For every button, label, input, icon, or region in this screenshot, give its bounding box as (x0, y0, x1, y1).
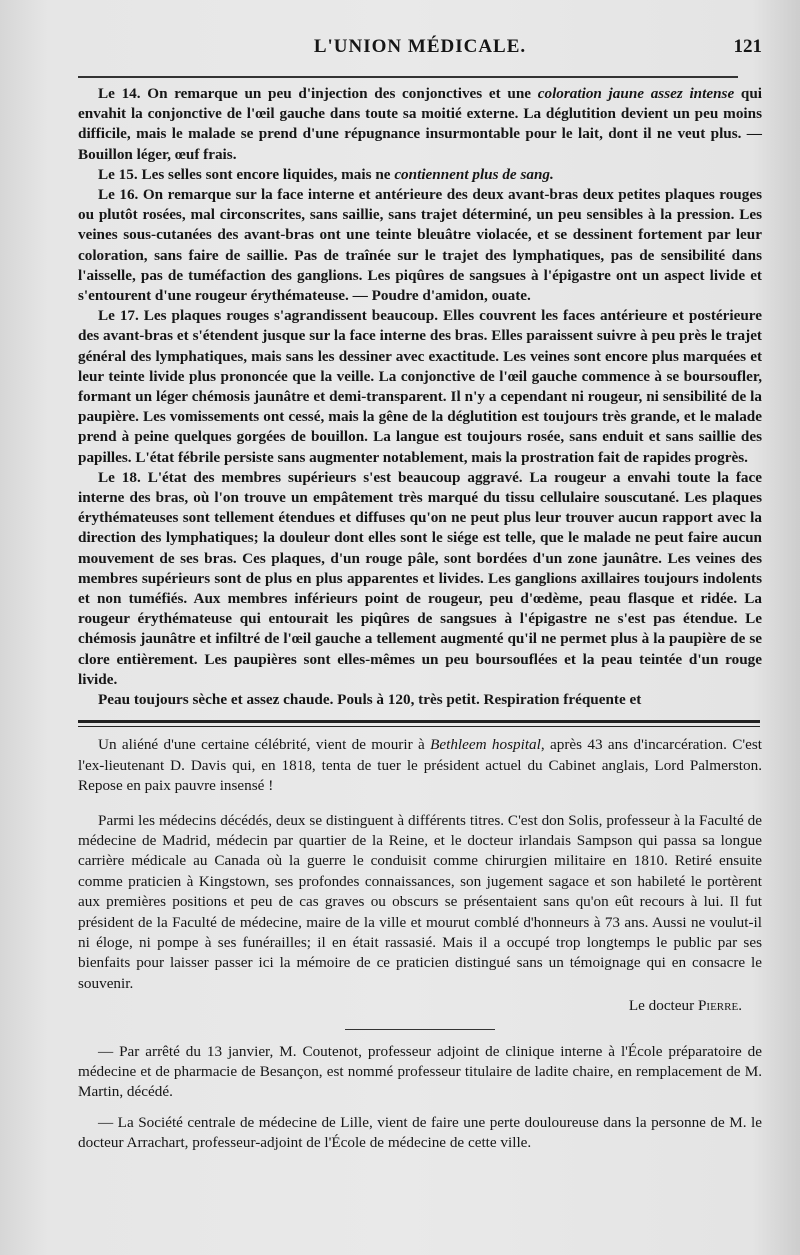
paragraph-text: Les plaques rouges s'agrandissent beaucoup. Elles couvrent les faces antérieure et postérieure des avant-bras et s'étendent jusque sur la face interne des bras. Elles paraissent suivre à peu près le trajet général des lymphatiques, mais sans les dessiner avec exactitude. Les veines sont encore plus marquées et leur teinte livide plus prononcée que la veille. La conjonctive de l'œil gauche commence à se boursoufler, formant un léger chémosis jaunâtre et demi-transparent. Il n'y a cependant ni rougeur, ni sensibilité de la paupière. Les vomissements ont cessé, mais la gêne de la déglutition est toujours très grande, et le malade prend à peine quelques gorgées de bouillon. La langue est toujours rosée, sans enduit et sans saillie des papilles. L'état fébrile persiste sans augmenter notablement, mais la prostration fait de rapides progrès. (78, 307, 762, 466)
notice-item: — La Société centrale de médecine de Lille, vient de faire une perte douloureuse dans la personne de M. le docteur Arrachart, professeur-adjoint de l'École de médecine de cette ville. (78, 1113, 762, 1152)
italic-phrase: coloration jaune assez intense (537, 85, 735, 102)
case-paragraph (78, 165, 762, 185)
news-item: Parmi les médecins décédés, deux se distinguent à différents titres. C'est don Solis, professeur à la Faculté de médecine de Madrid, médecin par quartier de la Reine, et le docteur irlandais Sampson qui passa sa longue carrière médicale au Canada où la guerre le conduisit comme chirurgien militaire en 1810. Retiré ensuite comme praticien à Kingstown, ses profondes connaissances, son jugement sagace et son habileté le portèrent aux premières positions et peu de cas graves ou obscurs se présentaient sans qu'on eût recours à lui. Il fut président de la Faculté de médecine, maire de la ville et mourut comblé d'honneurs à 73 ans. Aussi ne voulut-il ni éloge, ni pompe à ses funérailles; il en était rassasié. Mais il a occupé trop longtemps le public par ses bienfaits pour laisser passer ici la mémoire de ce praticien distingué sans un témoignage qui en consacre le souvenir. (78, 811, 762, 992)
page-number: 121 (733, 36, 762, 57)
running-title: L'UNION MÉDICALE. (313, 36, 527, 57)
news-item: Un aliéné d'une certaine célébrité, vient de mourir à Bethleem hospital, après 43 ans d'incarcération. C'est l'ex-lieutenant D. Davis qui, en 1818, tenta de tuer le président actuel du Cabinet anglais, Lord Palmerston. Repose en paix pauvre insensé ! (78, 736, 762, 795)
case-paragraph (78, 468, 762, 690)
signature: Le docteur Pierre. (628, 997, 742, 1015)
paragraph-text: Peau toujours sèche et assez chaude. Pouls à 120, très petit. Respiration fréquente et (98, 691, 642, 709)
notices-section (78, 1042, 762, 1154)
paragraph-text: L'état des membres supérieurs s'est beaucoup aggravé. La rougeur a envahi toute la face interne des bras, où l'on trouve un empâtement très marqué du tissu cellulaire souscutané. Les plaques érythémateuses sont tellement étendues et diffuses qu'on ne peut plus leur trouver aucun rapport avec la direction des lymphatiques; la douleur dont elles sont le siége est telle, que le malade ne peut faire aucun mouvement de ses bras. Ces plaques, d'un rouge pâle, sont bordées d'un zone jaunâtre. Les veines des membres supérieurs sont de plus en plus apparentes et livides. Les ganglions axillaires toujours indolents et non tuméfiés. Aux membres inférieurs point de rougeur, peu d'œdème, peau flasque et ridée. La rougeur érythémateuse qui entourait les piqûres de sangsues à l'épigastre ne s'est pas étendue. Le chémosis jaunâtre et infiltré de l'œil gauche a tellement augmenté qu'il ne permet plus à la paupière de se clore entièrement. Les paupières sont elles-mêmes un peu boursouflées et la peau teintée d'un rouge livide. (78, 468, 762, 688)
case-paragraph (78, 306, 762, 468)
paragraph-text: On remarque un peu d'injection des conjonctives et une (140, 85, 538, 102)
day-label: Le 18. (98, 468, 141, 486)
page-header (78, 36, 762, 70)
paragraph-text: Les selles sont encore liquides, mais ne (137, 165, 395, 183)
notice-item: — Par arrêté du 13 janvier, M. Coutenot, professeur adjoint de clinique interne à l'École préparatoire de médecine et de pharmacie de Besançon, est nommé professeur titulaire de ladite chaire, en remplacement de M. Martin, décédé. (78, 1042, 762, 1101)
italic-phrase: Bethleem hospital (430, 736, 541, 754)
paragraph-text: On remarque sur la face interne et antérieure des deux avant-bras deux petites plaques rouges ou plutôt rosées, mal circonscrites, sans saillie, sans trajet déterminé, un peu sensibles à la pression. Les veines sous-cutanées des avant-bras ont une teinte bleuâtre violacée, et se dessinent fortement par leur coloration, sans faire de saillie. Pas de traînée sur le trajet des lymphatiques, pas de sensibilité dans l'aisselle, pas de tuméfaction des ganglions. Les piqûres de sangsues à l'épigastre ont un aspect livide et s'entourent d'une rougeur érythémateuse. — Poudre d'amidon, ouate. (78, 186, 762, 305)
day-label: Le 16. (98, 186, 139, 204)
day-label: Le 15. (98, 165, 138, 183)
case-paragraph (78, 185, 762, 306)
case-paragraph (78, 84, 762, 165)
section-separator (78, 720, 760, 727)
case-paragraph (78, 690, 762, 710)
case-report (78, 84, 762, 710)
italic-phrase: contiennent plus de sang. (394, 165, 554, 183)
paragraph-text: qui envahit la conjonctive de l'œil gauche dans toute sa moitié externe. La déglutition devient un peu moins difficile, mais le malade se prend d'une répugnance insurmontable pour le lait, dont il ne veut plus. — Bouillon léger, œuf frais. (78, 85, 763, 163)
day-label: Le 14. (98, 85, 141, 102)
day-label: Le 17. (98, 307, 139, 325)
header-rule (78, 76, 738, 78)
notice-separator (345, 1029, 495, 1030)
news-section (78, 735, 762, 1016)
